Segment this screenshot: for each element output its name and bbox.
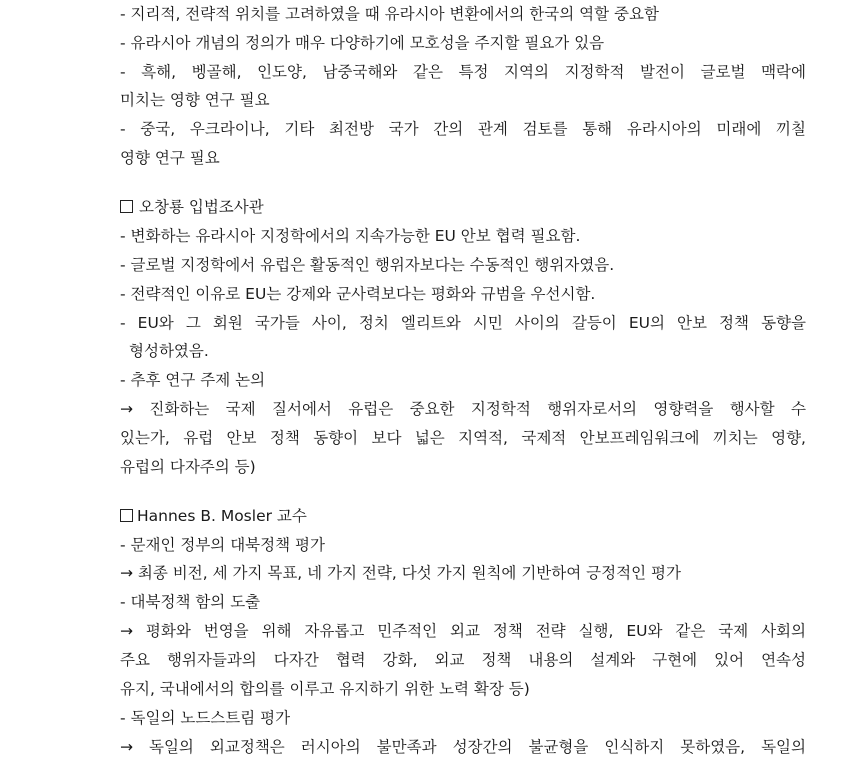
section-heading-text: Hannes B. Mosler 교수 <box>137 507 307 525</box>
bullet-line: - 대북정책 함의 도출 <box>120 593 261 611</box>
bullet-line-continued: 미치는 영향 연구 필요 <box>120 91 270 109</box>
arrow-line: → 독일의 외교정책은 러시아의 불만족과 성장간의 불균형을 인식하지 못하였음, 독일의 <box>120 738 806 756</box>
arrow-line-continued: 유지, 국내에서의 합의를 이루고 유지하기 위한 노력 확장 등) <box>120 680 530 698</box>
section-heading-text: 오창룡 입법조사관 <box>139 198 264 216</box>
checkbox-square-icon <box>120 200 133 213</box>
arrow-line-continued: 유럽의 다자주의 등) <box>120 458 256 476</box>
bullet-line: - 지리적, 전략적 위치를 고려하였을 때 유라시아 변환에서의 한국의 역할 중요함 <box>120 5 659 23</box>
bullet-line: - 독일의 노드스트림 평가 <box>120 709 291 727</box>
section-heading <box>120 197 806 217</box>
arrow-line: → 평화와 번영을 위해 자유롭고 민주적인 외교 정책 전략 실행, EU와 같은 국제 사회의 <box>120 622 806 640</box>
arrow-line-continued: 있는가, 유럽 안보 정책 동향이 보다 넓은 지역적, 국제적 안보프레임워크에 끼치는 영향, <box>120 429 806 447</box>
arrow-line: → 진화하는 국제 질서에서 유럽은 중요한 지정학적 행위자로서의 영향력을 행사할 수 <box>120 400 806 418</box>
arrow-line-continued: 주요 행위자들과의 다자간 협력 강화, 외교 정책 내용의 설계와 구현에 있어 연속성 <box>120 651 806 669</box>
bullet-line: - EU와 그 회원 국가들 사이, 정치 엘리트와 시민 사이의 갈등이 EU의 안보 정책 동향을 <box>120 314 806 332</box>
bullet-line: - 문재인 정부의 대북정책 평가 <box>120 536 325 554</box>
bullet-line: - 전략적인 이유로 EU는 강제와 군사력보다는 평화와 규범을 우선시함. <box>120 285 596 303</box>
bullet-line: - 글로벌 지정학에서 유럽은 활동적인 행위자보다는 수동적인 행위자였음. <box>120 256 615 274</box>
bullet-line-continued: 영향 연구 필요 <box>120 149 220 167</box>
arrow-line: → 최종 비전, 세 가지 목표, 네 가지 전략, 다섯 가지 원칙에 기반하여 긍정적인 평가 <box>120 564 681 582</box>
checkbox-square-icon <box>120 509 133 522</box>
bullet-line: - 흑해, 벵골해, 인도양, 남중국해와 같은 특정 지역의 지정학적 발전이 글로벌 맥락에 <box>120 63 806 81</box>
bullet-line-continued: 형성하였음. <box>129 342 209 360</box>
bullet-line: - 유라시아 개념의 정의가 매우 다양하기에 모호성을 주지할 필요가 있음 <box>120 34 605 52</box>
bullet-line: - 추후 연구 주제 논의 <box>120 371 266 389</box>
bullet-line: - 중국, 우크라이나, 기타 최전방 국가 간의 관계 검토를 통해 유라시아의 미래에 끼칠 <box>120 120 806 138</box>
section-heading <box>120 506 806 526</box>
bullet-line: - 변화하는 유라시아 지정학에서의 지속가능한 EU 안보 협력 필요함. <box>120 227 581 245</box>
